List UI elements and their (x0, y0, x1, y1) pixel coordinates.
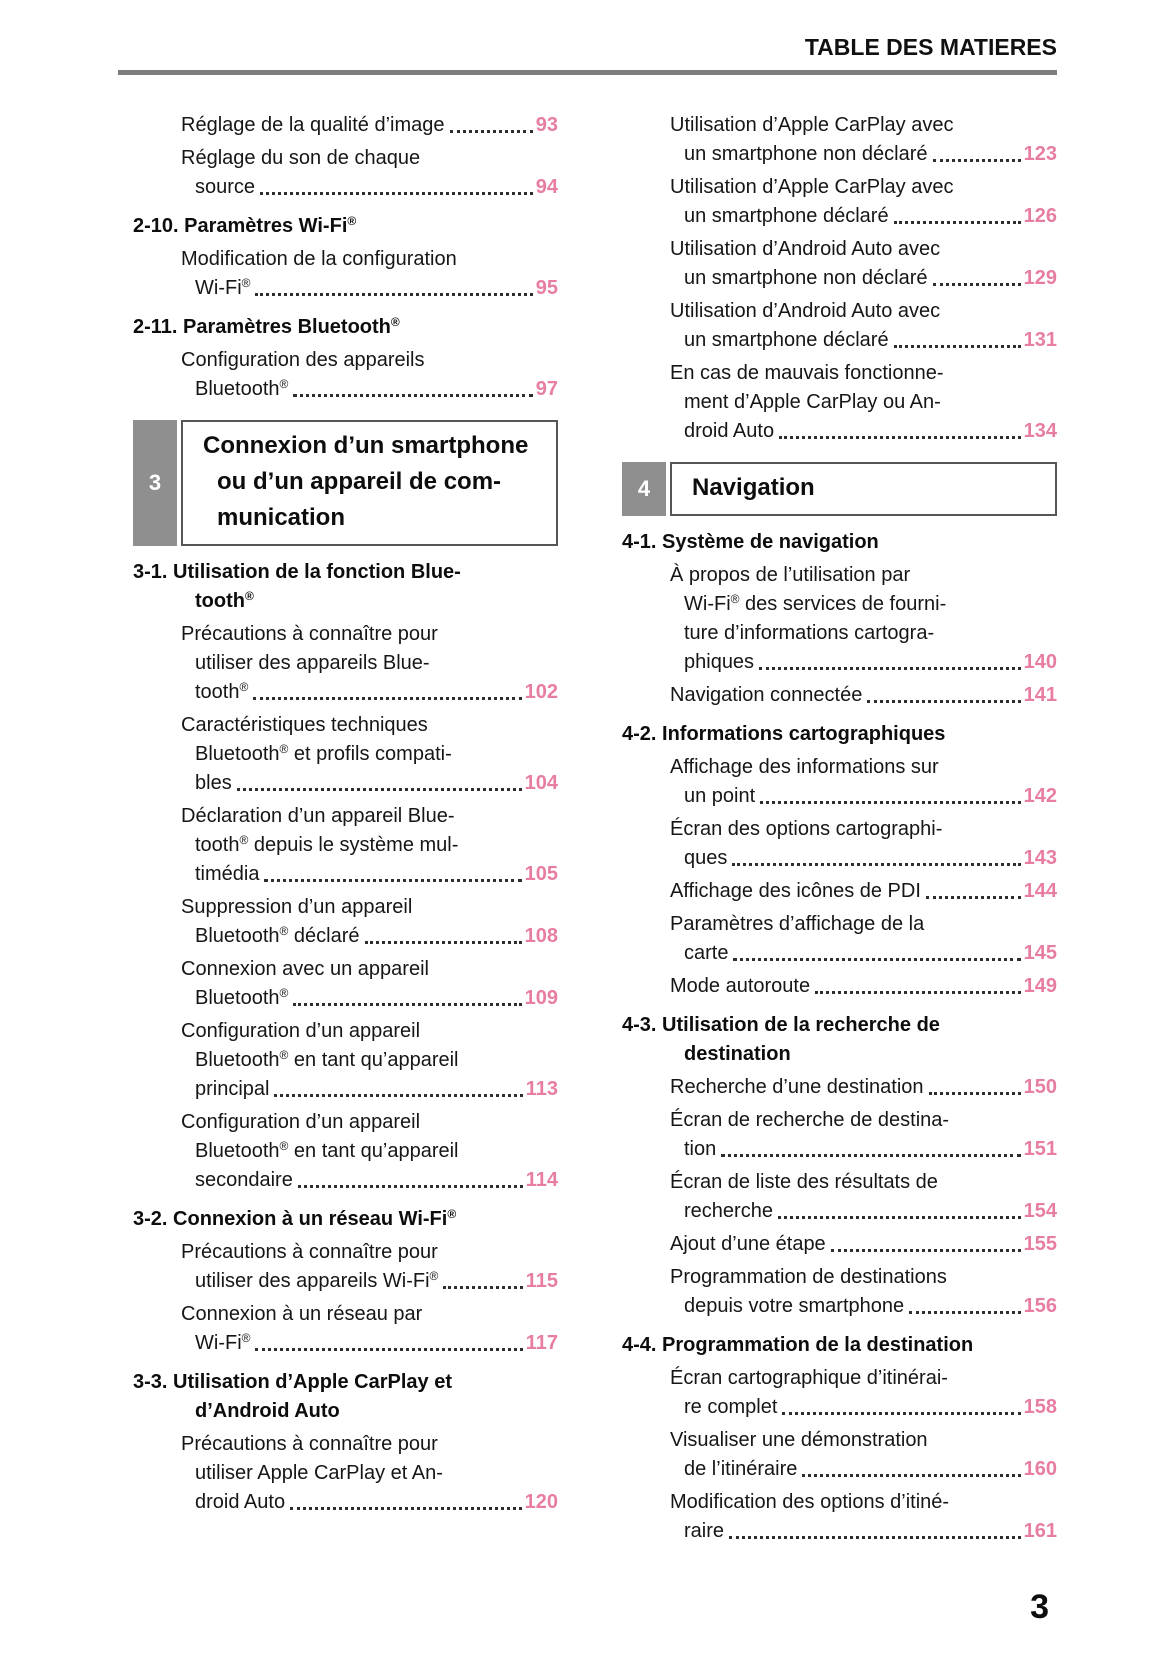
toc-entry (622, 235, 1057, 293)
dot-leader (929, 1092, 1021, 1095)
toc-entry-last-line (684, 202, 1057, 231)
dot-leader (894, 221, 1021, 224)
chapter-number-tab (622, 462, 666, 516)
toc-entry-line: Écran des options cartographi- (670, 818, 943, 840)
dot-leader (253, 697, 521, 700)
toc-entry (133, 1430, 558, 1517)
dot-leader (815, 991, 1021, 994)
section-heading-line: tooth® (195, 589, 254, 612)
toc-entry-last-line (181, 111, 558, 140)
toc-entry-last-line (684, 326, 1057, 355)
toc-entry-line: Précautions à connaître pour (181, 1241, 438, 1263)
toc-entry (133, 802, 558, 889)
toc-entry-line: Écran de liste des résultats de (670, 1171, 938, 1193)
chapter-title-line: Navigation (692, 474, 815, 501)
toc-entry-text: Réglage de la qualité d’image (181, 114, 445, 136)
toc-entry-line: ment d’Apple CarPlay ou An- (684, 391, 941, 413)
toc-entry-last-line (195, 173, 558, 202)
dot-leader (255, 293, 532, 296)
toc-entry-text: raire (684, 1520, 725, 1542)
toc-entry-text: Wi-Fi® (195, 276, 251, 299)
toc-entry-last-line (684, 844, 1057, 873)
toc-entry-text: un smartphone déclaré (684, 205, 889, 227)
toc-entry-text: Bluetooth® déclaré (195, 924, 360, 947)
toc-entry-text: timédia (195, 863, 260, 885)
toc-entry-last-line (684, 1135, 1057, 1164)
toc-entry-page-number: 93 (535, 114, 558, 136)
toc-entry (133, 893, 558, 951)
toc-entry-line: Écran cartographique d’itinérai- (670, 1367, 948, 1389)
toc-entry-line: tooth® depuis le système mul- (195, 833, 459, 856)
dot-leader (760, 801, 1020, 804)
toc-entry-line: Précautions à connaître pour (181, 623, 438, 645)
toc-entry-page-number: 114 (525, 1169, 558, 1191)
toc-entry (622, 1106, 1057, 1164)
toc-entry (622, 681, 1057, 710)
registered-trademark: ® (347, 214, 357, 228)
toc-entry-page-number: 117 (525, 1332, 558, 1354)
toc-entry-last-line (195, 375, 558, 404)
toc-entry-text: secondaire (195, 1169, 293, 1191)
registered-trademark: ® (279, 377, 289, 391)
toc-entry (133, 346, 558, 404)
toc-entry-text: bles (195, 772, 232, 794)
toc-entry (622, 1426, 1057, 1484)
section-number: 2-11. (133, 316, 178, 338)
dot-leader (255, 1348, 522, 1351)
toc-entry-page-number: 113 (525, 1078, 558, 1100)
toc-entry-page-number: 149 (1023, 975, 1057, 997)
toc-entry-last-line (195, 1488, 558, 1517)
toc-entry-text: Recherche d’une destination (670, 1076, 924, 1098)
page-header-title: TABLE DES MATIERES (804, 34, 1057, 60)
toc-entry-text: Affichage des icônes de PDI (670, 880, 921, 902)
toc-entry-last-line (684, 1292, 1057, 1321)
toc-entry-line: À propos de l’utilisation par (670, 564, 911, 586)
chapter-title-line: munication (217, 504, 346, 531)
toc-entry-last-line (670, 972, 1057, 1001)
toc-section-heading (622, 720, 1057, 749)
toc-entry-line: Bluetooth® et profils compati- (195, 742, 452, 765)
toc-entry-line: Wi-Fi® des services de fourni- (684, 592, 947, 615)
toc-entry (133, 1108, 558, 1195)
toc-entry (622, 753, 1057, 811)
toc-entry (622, 1073, 1057, 1102)
toc-entry-line: utiliser des appareils Blue- (195, 652, 430, 674)
toc-section-heading (133, 212, 558, 241)
section-number: 3-2. (133, 1208, 168, 1230)
toc-entry (133, 1238, 558, 1296)
toc-entry-page-number: 155 (1023, 1233, 1057, 1255)
toc-entry-line: Utilisation d’Apple CarPlay avec (670, 176, 954, 198)
toc-entry (622, 111, 1057, 169)
chapter-number: 3 (148, 470, 162, 495)
toc-entry (622, 173, 1057, 231)
section-heading-line: 3-2. Connexion à un réseau Wi-Fi® (133, 1207, 457, 1230)
toc-entry-text: un smartphone déclaré (684, 329, 889, 351)
dot-leader (778, 1216, 1021, 1219)
section-number: 4-3. (622, 1014, 657, 1036)
dot-leader (274, 1094, 522, 1097)
toc-section-heading (622, 1011, 1057, 1069)
toc-entry-line: Configuration d’un appareil (181, 1020, 421, 1042)
toc-entry-last-line (684, 939, 1057, 968)
toc-entry-page-number: 108 (524, 925, 558, 947)
chapter-number: 4 (637, 476, 651, 501)
toc-entry-text: Bluetooth® (195, 986, 289, 1009)
chapter-title-line: ou d’un appareil de com- (217, 468, 502, 495)
section-heading-line: 3-1. Utilisation de la fonction Blue- (133, 561, 461, 583)
section-number: 3-1. (133, 561, 168, 583)
section-heading-line: 4-4. Programmation de la destination (622, 1334, 974, 1356)
toc-entry-text: utiliser des appareils Wi-Fi® (195, 1269, 439, 1292)
section-number: 4-4. (622, 1334, 657, 1356)
chapter-title-line: Connexion d’un smartphone (203, 432, 529, 459)
toc-entry-page-number: 97 (535, 378, 558, 400)
toc-entry-page-number: 126 (1023, 205, 1057, 227)
toc-entry-page-number: 120 (524, 1491, 558, 1513)
toc-entry-text: tooth® (195, 680, 249, 703)
toc-entry (133, 955, 558, 1013)
toc-entry-page-number: 160 (1023, 1458, 1057, 1480)
toc-entry-text: droid Auto (684, 420, 775, 442)
registered-trademark: ® (244, 589, 254, 603)
toc-entry-text: tion (684, 1138, 717, 1160)
toc-entry-line: Suppression d’un appareil (181, 896, 413, 918)
toc-entry-page-number: 151 (1023, 1138, 1057, 1160)
toc-entry-page-number: 104 (524, 772, 558, 794)
toc-entry-last-line (195, 1329, 558, 1358)
toc-entry-last-line (684, 1197, 1057, 1226)
toc-section-heading (133, 558, 558, 616)
toc-entry-text: Bluetooth® (195, 377, 289, 400)
toc-entry (622, 1364, 1057, 1422)
dot-leader (290, 1507, 522, 1510)
toc-entry-page-number: 141 (1023, 684, 1057, 706)
toc-columns (0, 111, 1165, 1546)
dot-leader (721, 1154, 1020, 1157)
toc-entry-page-number: 109 (524, 987, 558, 1009)
toc-entry-last-line (684, 140, 1057, 169)
toc-entry-text: de l’itinéraire (684, 1458, 798, 1480)
registered-trademark: ® (390, 315, 400, 329)
toc-entry (622, 359, 1057, 446)
toc-entry (622, 1488, 1057, 1546)
toc-entry-last-line (195, 769, 558, 798)
section-heading-line: 2-11. Paramètres Bluetooth® (133, 315, 400, 338)
toc-entry (622, 561, 1057, 677)
toc-entry-text: ques (684, 847, 728, 869)
toc-entry-last-line (684, 417, 1057, 446)
toc-entry-text: Ajout d’une étape (670, 1233, 826, 1255)
toc-entry-last-line (684, 264, 1057, 293)
registered-trademark: ® (279, 1048, 289, 1062)
toc-entry-text: phiques (684, 651, 755, 673)
toc-column-right (622, 111, 1057, 1546)
toc-entry-text: un point (684, 785, 756, 807)
page-number: 3 (1030, 1588, 1049, 1626)
toc-entry-page-number: 150 (1023, 1076, 1057, 1098)
dot-leader (909, 1311, 1020, 1314)
chapter-number-tab (133, 420, 177, 546)
dot-leader (933, 283, 1021, 286)
toc-entry-page-number: 145 (1023, 942, 1057, 964)
toc-entry-line: Précautions à connaître pour (181, 1433, 438, 1455)
toc-entry-text: principal (195, 1078, 270, 1100)
toc-entry-text: droid Auto (195, 1491, 286, 1513)
toc-entry (622, 877, 1057, 906)
toc-entry (622, 1230, 1057, 1259)
registered-trademark: ® (447, 1207, 457, 1221)
dot-leader (264, 879, 521, 882)
toc-entry-line: Modification des options d’itiné- (670, 1491, 950, 1513)
toc-entry (622, 972, 1057, 1001)
toc-entry-line: Bluetooth® en tant qu’appareil (195, 1139, 459, 1162)
toc-entry-last-line (670, 1073, 1057, 1102)
toc-section-heading (133, 1205, 558, 1234)
chapter-banner (133, 420, 558, 546)
toc-entry-line: Réglage du son de chaque (181, 147, 421, 169)
section-number: 4-1. (622, 531, 657, 553)
toc-entry-page-number: 129 (1023, 267, 1057, 289)
section-heading-line: 4-3. Utilisation de la recherche de (622, 1014, 940, 1036)
section-number: 3-3. (133, 1371, 168, 1393)
toc-entry-last-line (684, 1517, 1057, 1546)
dot-leader (443, 1286, 522, 1289)
section-number: 4-2. (622, 723, 657, 745)
toc-entry-line: utiliser Apple CarPlay et An- (195, 1462, 443, 1484)
toc-entry-page-number: 143 (1023, 847, 1057, 869)
toc-entry-page-number: 94 (535, 176, 558, 198)
dot-leader (293, 1003, 521, 1006)
toc-entry (622, 1168, 1057, 1226)
chapter-title-box (181, 420, 558, 546)
toc-entry (622, 1263, 1057, 1321)
dot-leader (733, 958, 1020, 961)
dot-leader (933, 159, 1021, 162)
dot-leader (926, 896, 1021, 899)
dot-leader (298, 1185, 523, 1188)
section-heading-line: destination (684, 1043, 791, 1065)
toc-entry (133, 1017, 558, 1104)
toc-entry-line: Utilisation d’Apple CarPlay avec (670, 114, 954, 136)
section-number: 2-10. (133, 215, 179, 237)
dot-leader (802, 1474, 1020, 1477)
toc-entry-line: Connexion à un réseau par (181, 1303, 423, 1325)
dot-leader (732, 863, 1020, 866)
toc-entry-line: Paramètres d’affichage de la (670, 913, 925, 935)
toc-entry-line: Déclaration d’un appareil Blue- (181, 805, 455, 827)
toc-entry-page-number: 142 (1023, 785, 1057, 807)
toc-entry-text: depuis votre smartphone (684, 1295, 905, 1317)
toc-entry-page-number: 95 (535, 277, 558, 299)
toc-entry (622, 910, 1057, 968)
toc-entry-page-number: 115 (525, 1270, 558, 1292)
dot-leader (729, 1536, 1021, 1539)
toc-entry-last-line (195, 1075, 558, 1104)
toc-entry-last-line (195, 860, 558, 889)
toc-entry-page-number: 140 (1023, 651, 1057, 673)
section-heading-line: 2-10. Paramètres Wi-Fi® (133, 214, 357, 237)
toc-entry-page-number: 131 (1023, 329, 1057, 351)
toc-entry (133, 1300, 558, 1358)
toc-entry-page-number: 161 (1023, 1520, 1057, 1542)
toc-entry-line: Caractéristiques techniques (181, 714, 428, 736)
dot-leader (237, 788, 522, 791)
toc-entry-last-line (684, 1455, 1057, 1484)
registered-trademark: ® (279, 1139, 289, 1153)
dot-leader (260, 192, 533, 195)
toc-entry-text: recherche (684, 1200, 773, 1222)
registered-trademark: ® (279, 986, 289, 1000)
toc-entry-last-line (195, 678, 558, 707)
toc-entry-text: Navigation connectée (670, 684, 863, 706)
toc-entry-line: Écran de recherche de destina- (670, 1109, 950, 1131)
chapter-banner (622, 462, 1057, 516)
toc-entry-last-line (670, 877, 1057, 906)
toc-entry-line: Connexion avec un appareil (181, 958, 429, 980)
toc-entry (133, 245, 558, 303)
dot-leader (293, 394, 532, 397)
dot-leader (894, 345, 1021, 348)
toc-entry-page-number: 102 (524, 681, 558, 703)
toc-entry-last-line (195, 1166, 558, 1195)
dot-leader (831, 1249, 1021, 1252)
toc-entry (622, 297, 1057, 355)
toc-entry-text: re complet (684, 1396, 778, 1418)
toc-entry-text: source (195, 176, 256, 198)
toc-entry-last-line (670, 1230, 1057, 1259)
header-rule (118, 70, 1057, 75)
toc-entry-text: un smartphone non déclaré (684, 143, 928, 165)
toc-entry-line: ture d’informations cartogra- (684, 622, 935, 644)
dot-leader (782, 1412, 1020, 1415)
dot-leader (779, 436, 1021, 439)
toc-entry-text: Wi-Fi® (195, 1331, 251, 1354)
toc-entry-line: Affichage des informations sur (670, 756, 939, 778)
registered-trademark: ® (730, 592, 740, 606)
registered-trademark: ® (429, 1269, 439, 1283)
toc-entry-text: un smartphone non déclaré (684, 267, 928, 289)
toc-section-heading (622, 528, 1057, 557)
section-heading-line: d’Android Auto (195, 1400, 340, 1422)
toc-entry-page-number: 156 (1023, 1295, 1057, 1317)
toc-entry-page-number: 144 (1023, 880, 1057, 902)
toc-entry (133, 620, 558, 707)
registered-trademark: ® (239, 833, 249, 847)
toc-entry-last-line (684, 782, 1057, 811)
toc-entry-last-line (670, 681, 1057, 710)
registered-trademark: ® (239, 680, 249, 694)
toc-entry-last-line (684, 648, 1057, 677)
toc-entry-line: Bluetooth® en tant qu’appareil (195, 1048, 459, 1071)
toc-column-left (133, 111, 558, 1546)
toc-entry-line: Programmation de destinations (670, 1266, 947, 1288)
toc-entry-page-number: 134 (1023, 420, 1057, 442)
dot-leader (365, 941, 522, 944)
toc-entry-line: Modification de la configuration (181, 248, 457, 270)
toc-section-heading (133, 1368, 558, 1426)
dot-leader (867, 700, 1020, 703)
toc-entry-line: Utilisation d’Android Auto avec (670, 238, 941, 260)
toc-entry-page-number: 154 (1023, 1200, 1057, 1222)
toc-entry-last-line (195, 274, 558, 303)
toc-entry-page-number: 105 (524, 863, 558, 885)
dot-leader (759, 667, 1021, 670)
registered-trademark: ® (241, 276, 251, 290)
registered-trademark: ® (241, 1331, 251, 1345)
toc-entry-line: Configuration des appareils (181, 349, 425, 371)
toc-entry-last-line (195, 922, 558, 951)
registered-trademark: ® (279, 924, 289, 938)
toc-entry (622, 815, 1057, 873)
toc-entry-text: Mode autoroute (670, 975, 811, 997)
section-heading-line: 4-1. Système de navigation (622, 531, 879, 553)
toc-entry (133, 711, 558, 798)
toc-entry-last-line (195, 1267, 558, 1296)
toc-entry-page-number: 123 (1023, 143, 1057, 165)
toc-entry-line: Visualiser une démonstration (670, 1429, 928, 1451)
toc-entry-page-number: 158 (1023, 1396, 1057, 1418)
toc-section-heading (133, 313, 558, 342)
toc-entry (133, 144, 558, 202)
toc-entry-line: Configuration d’un appareil (181, 1111, 421, 1133)
page-header (0, 0, 1165, 75)
toc-entry-text: carte (684, 942, 729, 964)
toc-section-heading (622, 1331, 1057, 1360)
toc-entry (133, 111, 558, 140)
registered-trademark: ® (279, 742, 289, 756)
chapter-title-box (670, 462, 1057, 516)
toc-entry-line: En cas de mauvais fonctionne- (670, 362, 944, 384)
section-heading-line: 3-3. Utilisation d’Apple CarPlay et (133, 1371, 452, 1393)
dot-leader (450, 130, 533, 133)
section-heading-line: 4-2. Informations cartographiques (622, 723, 946, 745)
toc-entry-last-line (684, 1393, 1057, 1422)
toc-entry-line: Utilisation d’Android Auto avec (670, 300, 941, 322)
toc-entry-last-line (195, 984, 558, 1013)
